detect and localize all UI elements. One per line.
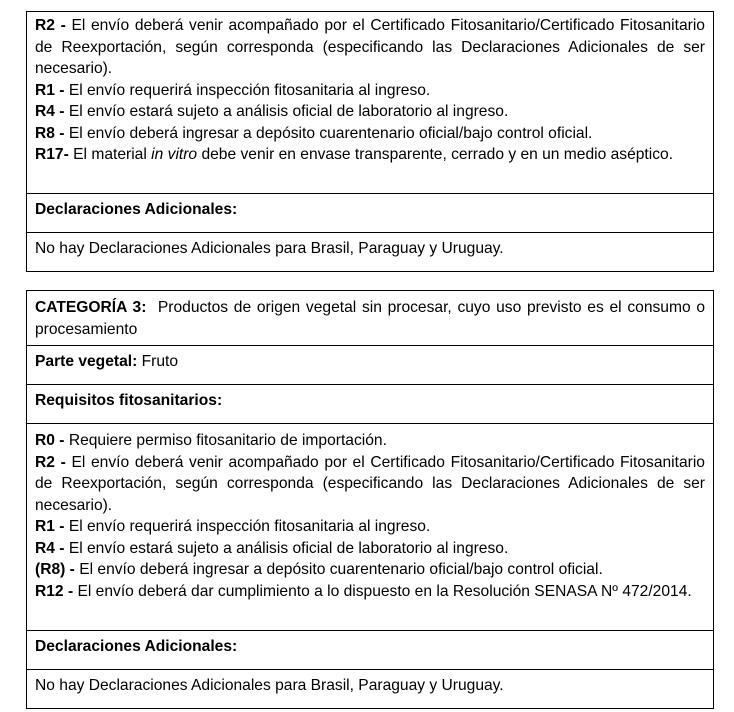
block-2-additional-text-cell: [27, 670, 714, 709]
requirement-item: [35, 123, 705, 145]
requirement-text: debe venir en envase transparente, cerrado y en un medio aséptico.: [201, 146, 674, 163]
requirement-code: (R8) -: [35, 561, 75, 578]
additional-declarations-text: No hay Declaraciones Adicionales para Brasil, Paraguay y Uruguay.: [35, 677, 504, 694]
requirement-item: [35, 80, 705, 102]
block-2-requirements-cell: [27, 424, 714, 631]
requirement-item: [35, 430, 705, 452]
block-2-additional-text-row: [27, 670, 714, 709]
requirement-text: El envío deberá venir acompañado por el Certificado Fitosanitario/Certificado Fitosanitario de Reexportación, según corresponda (especificando las Declaraciones Adicionales de ser necesario).: [35, 17, 705, 77]
block-1-table: [26, 11, 714, 272]
requirements-heading-cell: [27, 385, 714, 424]
requirement-text: Requiere permiso fitosanitario de importación.: [68, 432, 387, 449]
category-row: [27, 291, 714, 346]
block-2-additional-heading-cell: [27, 631, 714, 670]
requirement-text: El envío deberá ingresar a depósito cuarentenario oficial/bajo control oficial.: [68, 124, 593, 142]
requirement-item: [35, 538, 705, 560]
block-2-additional-heading-row: [27, 631, 714, 670]
requirement-text: El envío estará sujeto a análisis oficial de laboratorio al ingreso.: [68, 103, 509, 120]
requirement-code: R8 -: [35, 124, 65, 142]
category-label: CATEGORÍA 3:: [35, 299, 147, 316]
requirement-text-italic: in vitro: [151, 146, 198, 163]
requirement-code: R12 -: [35, 582, 74, 600]
requirement-code: R4 -: [35, 103, 65, 120]
requirement-text: El envío deberá ingresar a depósito cuarentenario oficial/bajo control oficial.: [79, 561, 603, 578]
requirements-heading: Requisitos fitosanitarios:: [35, 392, 223, 409]
requirement-code: R1 -: [35, 81, 65, 99]
block-1-additional-text-cell: [27, 233, 714, 272]
requirement-item: [35, 144, 705, 166]
additional-declarations-heading: Declaraciones Adicionales:: [35, 201, 238, 218]
requirement-text: El envío estará sujeto a análisis oficial de laboratorio al ingreso.: [68, 539, 509, 557]
requirement-text: El material: [73, 146, 147, 163]
requirement-code: R17-: [35, 146, 69, 163]
requirement-item: [35, 581, 705, 603]
requirement-text: El envío deberá dar cumplimiento a lo dispuesto en la Resolución SENASA Nº 472/2014.: [77, 582, 692, 600]
block-1-additional-heading-cell: [27, 194, 714, 233]
category-cell: [27, 291, 714, 346]
requirement-text: El envío requerirá inspección fitosanitaria al ingreso.: [68, 518, 431, 535]
requirements-heading-row: [27, 385, 714, 424]
requirement-code: R2 -: [35, 17, 66, 34]
block-2-table: [26, 290, 714, 709]
category-description: Productos de origen vegetal sin procesar, cuyo uso previsto es el consumo o procesamiento: [35, 299, 706, 338]
additional-declarations-text: No hay Declaraciones Adicionales para Brasil, Paraguay y Uruguay.: [35, 240, 504, 257]
block-1-requirements-row: [27, 12, 714, 194]
requirement-text: El envío deberá venir acompañado por el Certificado Fitosanitario/Certificado Fitosanitario de Reexportación, según corresponda (especificando las Declaraciones Adicionales de ser necesario).: [35, 453, 705, 514]
requirement-item: [35, 516, 705, 538]
requirement-code: R4 -: [35, 539, 65, 557]
requirement-code: R1 -: [35, 518, 65, 535]
additional-declarations-heading: Declaraciones Adicionales:: [35, 638, 238, 655]
requirement-code: R2 -: [35, 453, 66, 471]
plant-part-value: Fruto: [141, 353, 179, 370]
requirement-item: [35, 452, 705, 517]
requirement-item: [35, 101, 705, 123]
requirement-code: R0 -: [35, 432, 65, 449]
plant-part-cell: [27, 346, 714, 385]
requirement-item: [35, 15, 705, 80]
plant-part-row: [27, 346, 714, 385]
block-1-additional-text-row: [27, 233, 714, 272]
requirement-item: [35, 559, 705, 581]
plant-part-label: Parte vegetal:: [35, 353, 138, 370]
block-1-additional-heading-row: [27, 194, 714, 233]
block-1-requirements-cell: [27, 12, 714, 194]
block-2-requirements-row: [27, 424, 714, 631]
requirement-text: El envío requerirá inspección fitosanitaria al ingreso.: [68, 81, 431, 99]
